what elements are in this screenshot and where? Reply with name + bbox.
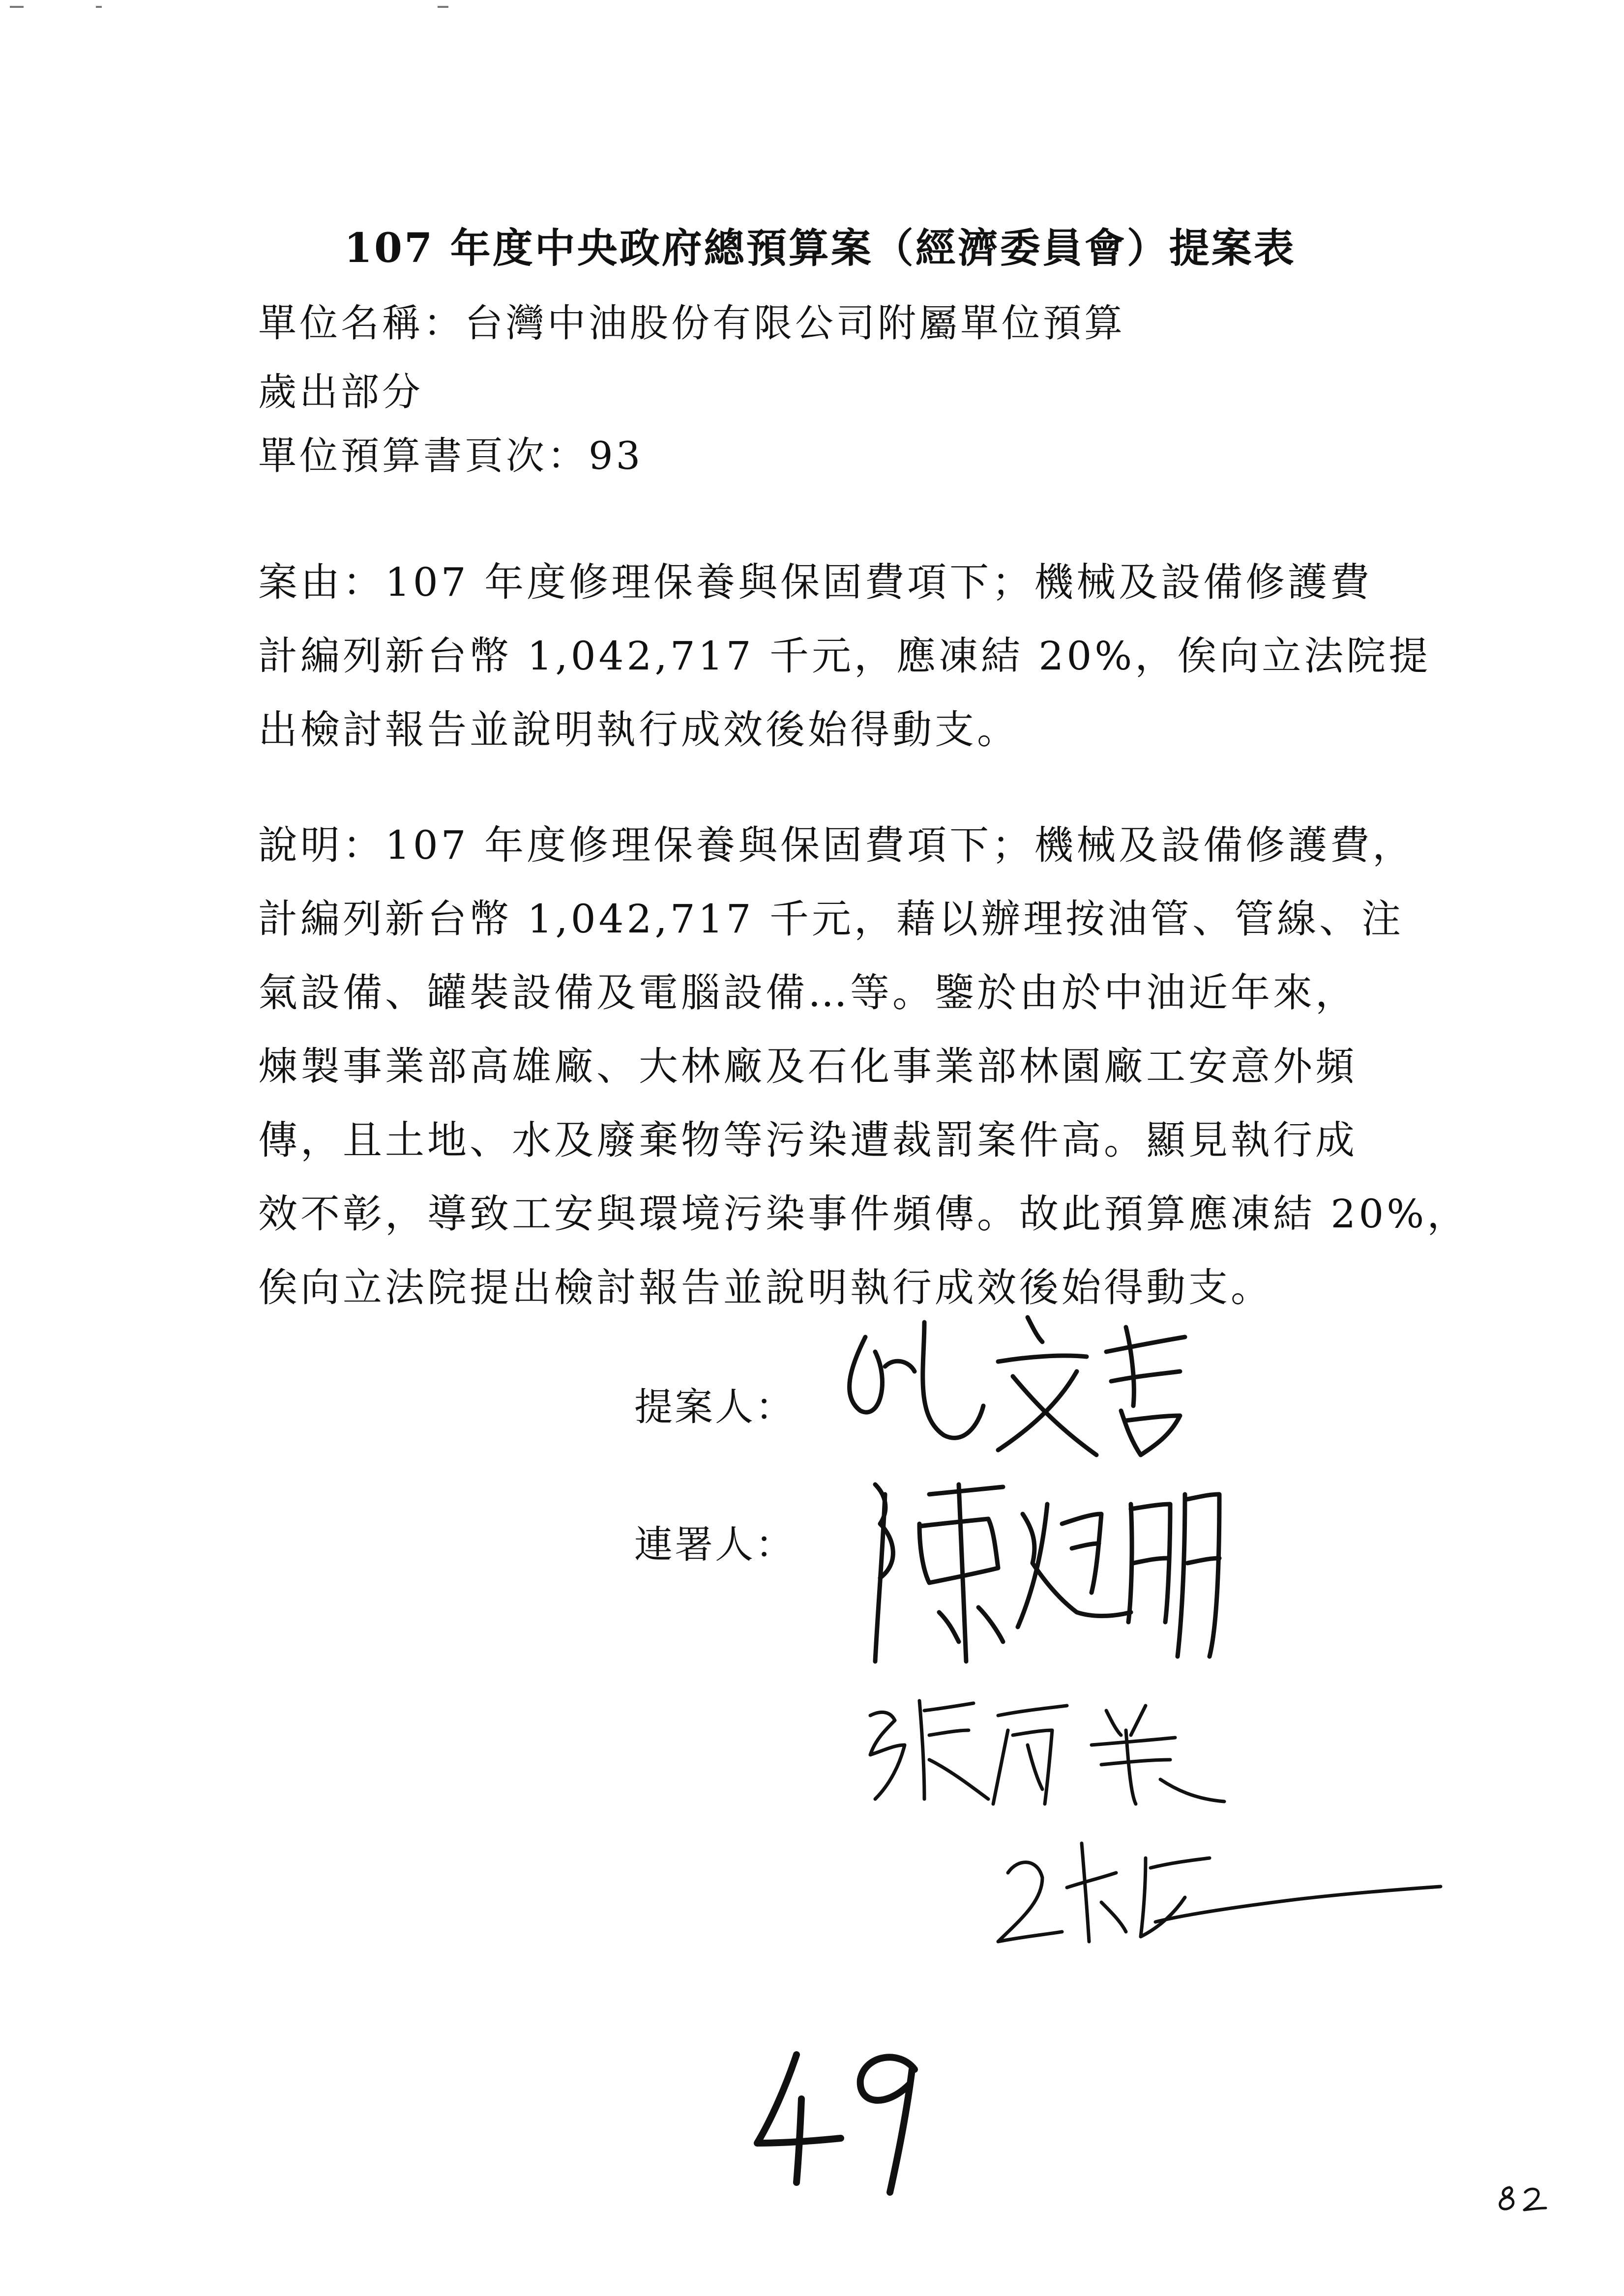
proposer-label: 提案人： [634,1385,796,1429]
case-line: 案由：107 年度修理保養與保固費項下；機械及設備修護費 [258,559,1373,605]
case-line: 計編列新台幣 1,042,717 千元，應凍結 20%，俟向立法院提 [258,633,1431,679]
unit-name: 單位名稱：台灣中油股份有限公司附屬單位預算 [258,301,1126,346]
explanation-line: 俟向立法院提出檢討報告並說明執行成效後始得動支。 [258,1265,1273,1310]
section-label: 歲出部分 [258,370,424,414]
case-paragraph [258,546,1431,767]
cosigner-signature [978,1829,1450,1956]
explanation-line: 計編列新台幣 1,042,717 千元，藉以辦理按油管、管線、注 [258,896,1404,942]
explanation-line: 氣設備、罐裝設備及電腦設備…等。鑒於由於中油近年來， [258,970,1358,1016]
cosigner-signature [851,1681,1254,1809]
proposer-signature [831,1308,1205,1470]
explanation-line: 傳，且土地、水及廢棄物等污染遭裁罰案件高。顯見執行成 [258,1117,1358,1163]
cosigner-label: 連署人： [634,1523,796,1567]
corner-page-number [1495,2178,1554,2217]
case-line: 出檢討報告並說明執行成效後始得動支。 [258,707,1019,753]
document-title: 107 年度中央政府總預算案（經濟委員會）提案表 [344,225,1296,272]
cosigner-signature [856,1465,1229,1671]
page-reference: 單位預算書頁次：93 [258,434,644,478]
handwritten-number [738,2040,944,2202]
scan-mark [96,6,102,8]
explanation-line: 煉製事業部高雄廠、大林廠及石化事業部林園廠工安意外頻 [258,1044,1358,1089]
scan-mark [438,6,448,8]
scan-mark [10,6,24,8]
explanation-paragraph [258,809,1469,1325]
explanation-line: 效不彰，導致工安與環境污染事件頻傳。故此預算應凍結 20%， [258,1191,1470,1237]
explanation-line: 說明：107 年度修理保養與保固費項下；機械及設備修護費， [258,822,1415,868]
